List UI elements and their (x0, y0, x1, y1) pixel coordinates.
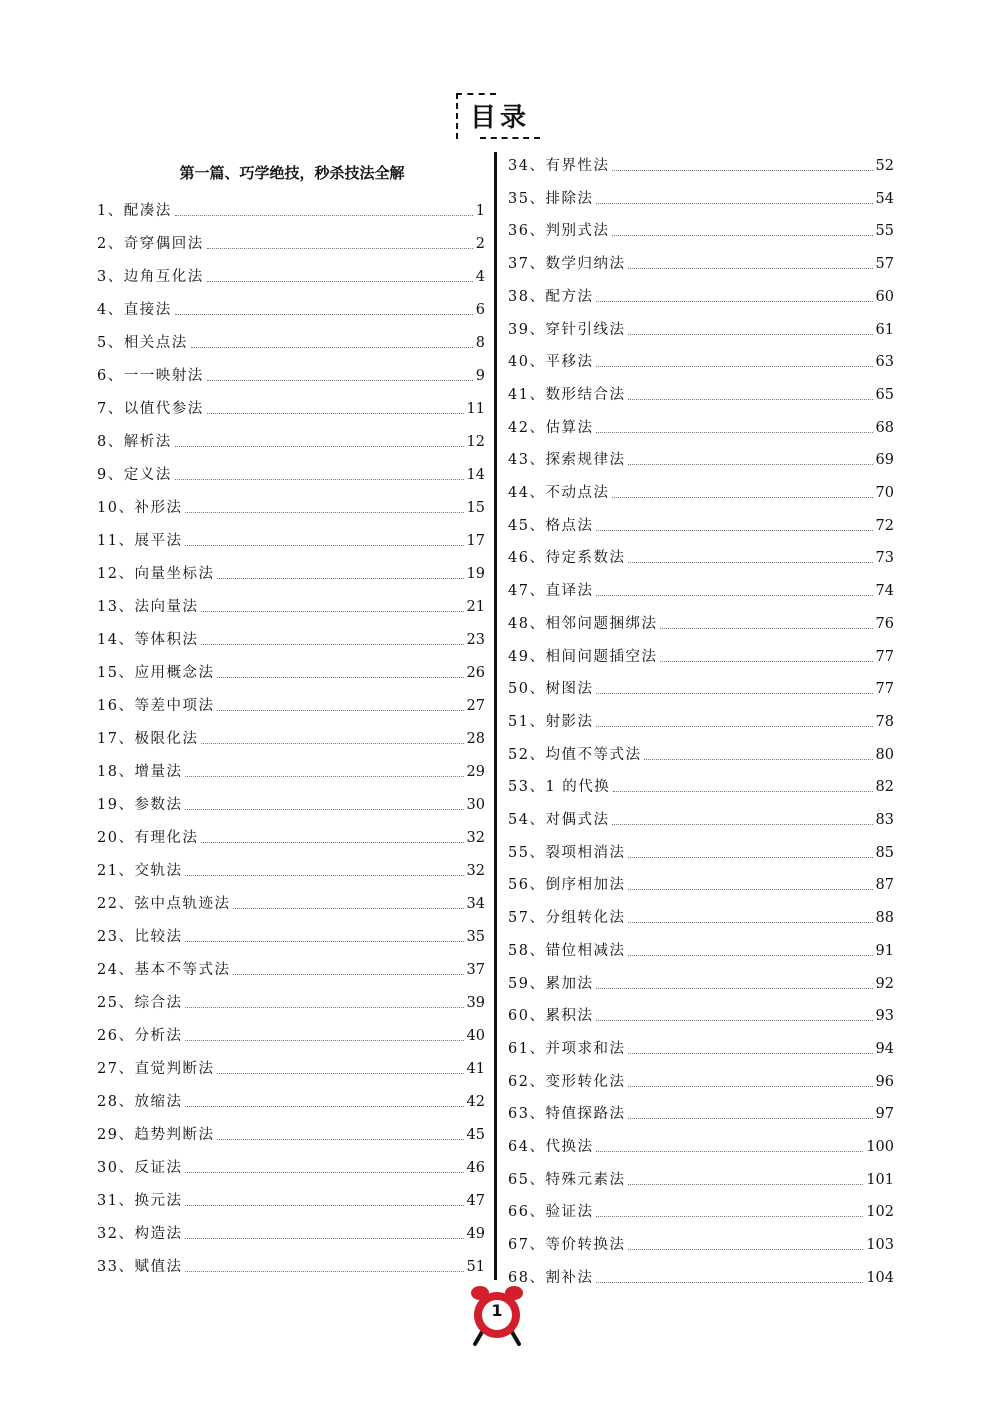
toc-entry[interactable]: 29、趋势判断法 45 (97, 1127, 485, 1143)
toc-entry[interactable]: 48、相邻问题捆绑法 76 (508, 615, 894, 632)
toc-entry[interactable]: 34、有界性法 52 (508, 158, 894, 174)
toc-entry[interactable]: 9、定义法 14 (97, 467, 485, 483)
toc-entry[interactable]: 61、并项求和法 94 (508, 1040, 894, 1057)
toc-entry[interactable]: 31、换元法 47 (97, 1193, 485, 1209)
toc-entry[interactable]: 11、展平法 17 (97, 533, 485, 549)
toc-entry[interactable]: 13、法向量法 21 (97, 599, 485, 615)
toc-entry[interactable]: 15、应用概念法 26 (97, 665, 485, 681)
toc-entry[interactable]: 44、不动点法 70 (508, 485, 894, 501)
toc-entry[interactable]: 40、平移法 63 (508, 354, 894, 371)
toc-entry[interactable]: 67、等价转换法 103 (508, 1237, 894, 1254)
toc-entry[interactable]: 7、以值代参法 11 (97, 401, 485, 417)
toc-entry[interactable]: 57、分组转化法 88 (508, 910, 894, 927)
toc-entry[interactable]: 54、对偶式法 83 (508, 812, 894, 828)
toc-entry[interactable]: 24、基本不等式法 37 (97, 962, 485, 978)
toc-entry[interactable]: 52、均值不等式法 80 (508, 746, 894, 763)
toc-entry[interactable]: 66、验证法 102 (508, 1204, 894, 1221)
toc-entry[interactable]: 56、倒序相加法 87 (508, 877, 894, 894)
toc-entry[interactable]: 39、穿针引线法 61 (508, 321, 894, 338)
toc-entry[interactable]: 3、边角互化法 4 (97, 269, 485, 285)
page-title: 目录 (470, 103, 531, 133)
toc-entry[interactable]: 60、累积法 93 (508, 1008, 894, 1025)
toc-entry[interactable]: 37、数学归纳法 57 (508, 256, 894, 273)
toc-entry[interactable]: 21、交轨法 32 (97, 863, 485, 879)
toc-entry[interactable]: 27、直觉判断法 41 (97, 1061, 485, 1077)
toc-entry[interactable]: 68、割补法 104 (508, 1269, 894, 1286)
toc-entry[interactable]: 22、弦中点轨迹法 34 (97, 896, 485, 912)
toc-entry[interactable]: 51、射影法 78 (508, 713, 894, 730)
section-heading: 第一篇、巧学绝技，秒杀技法全解 (179, 164, 405, 182)
toc-entry[interactable]: 64、代换法 100 (508, 1139, 894, 1155)
toc-entry[interactable]: 38、配方法 60 (508, 288, 894, 305)
toc-entry[interactable]: 16、等差中项法 27 (97, 698, 485, 714)
toc-entry[interactable]: 43、探索规律法 69 (508, 452, 894, 469)
toc-entry[interactable]: 5、相关点法 8 (97, 335, 485, 351)
toc-entry[interactable]: 35、排除法 54 (508, 190, 894, 207)
toc-entry[interactable]: 42、估算法 68 (508, 419, 894, 436)
toc-entry[interactable]: 32、构造法 49 (97, 1226, 485, 1242)
page-number: 1 (491, 1301, 503, 1320)
toc-entry[interactable]: 30、反证法 46 (97, 1160, 485, 1176)
column-divider (494, 152, 497, 1280)
toc-entry[interactable]: 45、格点法 72 (508, 517, 894, 534)
toc-entry[interactable]: 36、判别式法 55 (508, 223, 894, 240)
toc-entry[interactable]: 59、累加法 92 (508, 975, 894, 992)
toc-entry[interactable]: 46、待定系数法 73 (508, 550, 894, 567)
toc-entry[interactable]: 63、特值探路法 97 (508, 1106, 894, 1123)
toc-entry[interactable]: 10、补形法 15 (97, 500, 485, 516)
toc-entry[interactable]: 14、等体积法 23 (97, 632, 485, 648)
toc-entry[interactable]: 8、解析法 12 (97, 434, 485, 450)
toc-entry[interactable]: 18、增量法 29 (97, 764, 485, 780)
toc-entry[interactable]: 58、错位相减法 91 (508, 942, 894, 959)
toc-entry[interactable]: 62、变形转化法 96 (508, 1073, 894, 1090)
toc-entry[interactable]: 50、树图法 77 (508, 681, 894, 698)
toc-entry[interactable]: 6、一一映射法 9 (97, 368, 485, 384)
toc-entry[interactable]: 49、相间问题插空法 77 (508, 648, 894, 665)
toc-entry[interactable]: 17、极限化法 28 (97, 731, 485, 747)
toc-entry[interactable]: 2、奇穿偶回法 2 (97, 236, 485, 252)
toc-entry[interactable]: 12、向量坐标法 19 (97, 566, 485, 582)
toc-entry[interactable]: 65、特殊元素法 101 (508, 1171, 894, 1188)
toc-entry[interactable]: 33、赋值法 51 (97, 1259, 485, 1275)
toc-entry[interactable]: 4、直接法 6 (97, 302, 485, 318)
toc-entry[interactable]: 1、配凑法 1 (97, 203, 485, 219)
toc-entry[interactable]: 20、有理化法 32 (97, 830, 485, 846)
toc-entry[interactable]: 28、放缩法 42 (97, 1094, 485, 1110)
toc-entry[interactable]: 26、分析法 40 (97, 1028, 485, 1044)
toc-entry[interactable]: 53、1 的代换 82 (508, 779, 894, 796)
toc-entry[interactable]: 25、综合法 39 (97, 995, 485, 1011)
toc-entry[interactable]: 55、裂项相消法 85 (508, 844, 894, 861)
toc-entry[interactable]: 47、直译法 74 (508, 583, 894, 600)
toc-entry[interactable]: 23、比较法 35 (97, 929, 485, 945)
toc-entry[interactable]: 19、参数法 30 (97, 797, 485, 813)
toc-entry[interactable]: 41、数形结合法 65 (508, 386, 894, 403)
